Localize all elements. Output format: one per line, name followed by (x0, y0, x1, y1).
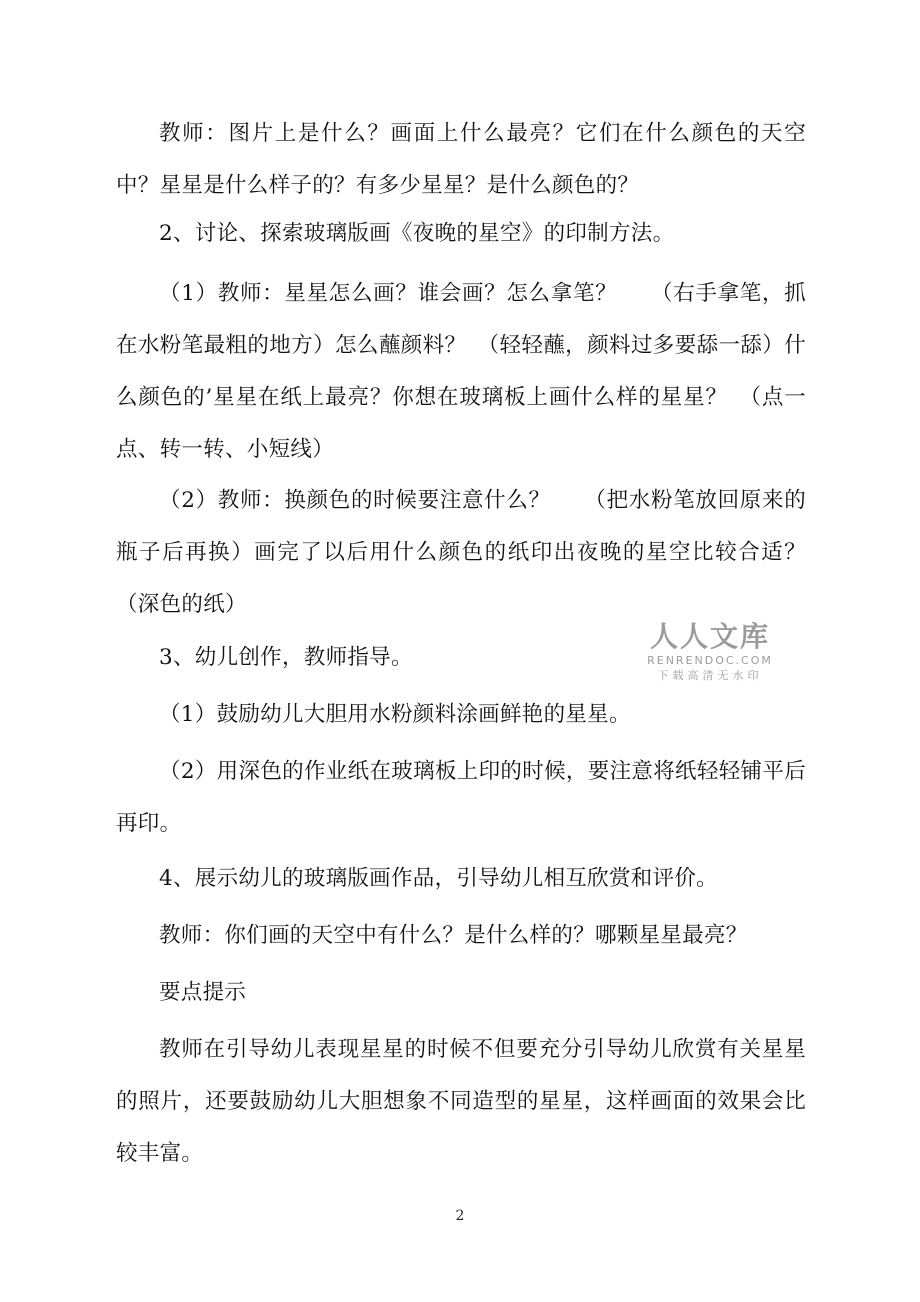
paragraph-step-2: 2、讨论、探索玻璃版画《夜晚的星空》的印制方法。 (159, 221, 675, 246)
paragraph-key-points-heading: 要点提示 (159, 980, 247, 1005)
page-number: 2 (455, 1208, 465, 1224)
watermark-title: 人人文库 (649, 620, 770, 653)
paragraph-step-4: 4、展示幼儿的玻璃版画作品，引导幼儿相互欣赏和评价。 (159, 866, 718, 891)
paragraph-key-points-body: 教师在引导幼儿表现星星的时候不但要充分引导幼儿欣赏有关星星的照片，还要鼓励幼儿大胆想象不同造型的星星，这样画面的效果会比较丰富。 (116, 1037, 806, 1166)
watermark-site: RENRENDOC.COM (647, 654, 773, 667)
paragraph-step-2-2: （2）教师：换颜色的时候要注意什么？ （把水粉笔放回原来的瓶子后再换）画完了以后用什么颜色的纸印出夜晚的星空比较合适？ （深色的纸） (116, 488, 828, 617)
paragraph-teacher-ask: 教师：你们画的天空中有什么？是什么样的？哪颗星星最亮？ (159, 923, 748, 948)
paragraph-step-2-1: （1）教师：星星怎么画？谁会画？怎么拿笔？ （右手拿笔，抓在水粉笔最粗的地方）怎么蘸颜料？ （轻轻蘸，颜料过多要舔一舔）什么颜色的’星星在纸上最亮？你想在玻璃板上画什么样的星星？ （点一点、转一转、小短线） (116, 281, 806, 462)
paragraph-step-3-1: （1）鼓励幼儿大胆用水粉颜料涂画鲜艳的星星。 (159, 702, 631, 727)
watermark-subtitle: 下载高清无水印 (657, 669, 763, 682)
paragraph-teacher-question: 教师：图片上是什么？画面上什么最亮？它们在什么颜色的天空中？星星是什么样子的？有多少星星？是什么颜色的？ (116, 121, 806, 198)
watermark-logo (640, 620, 780, 692)
paragraph-step-3: 3、幼儿创作，教师指导。 (159, 645, 413, 670)
paragraph-step-3-2: （2）用深色的作业纸在玻璃板上印的时候，要注意将纸轻轻铺平后再印。 (116, 759, 806, 836)
